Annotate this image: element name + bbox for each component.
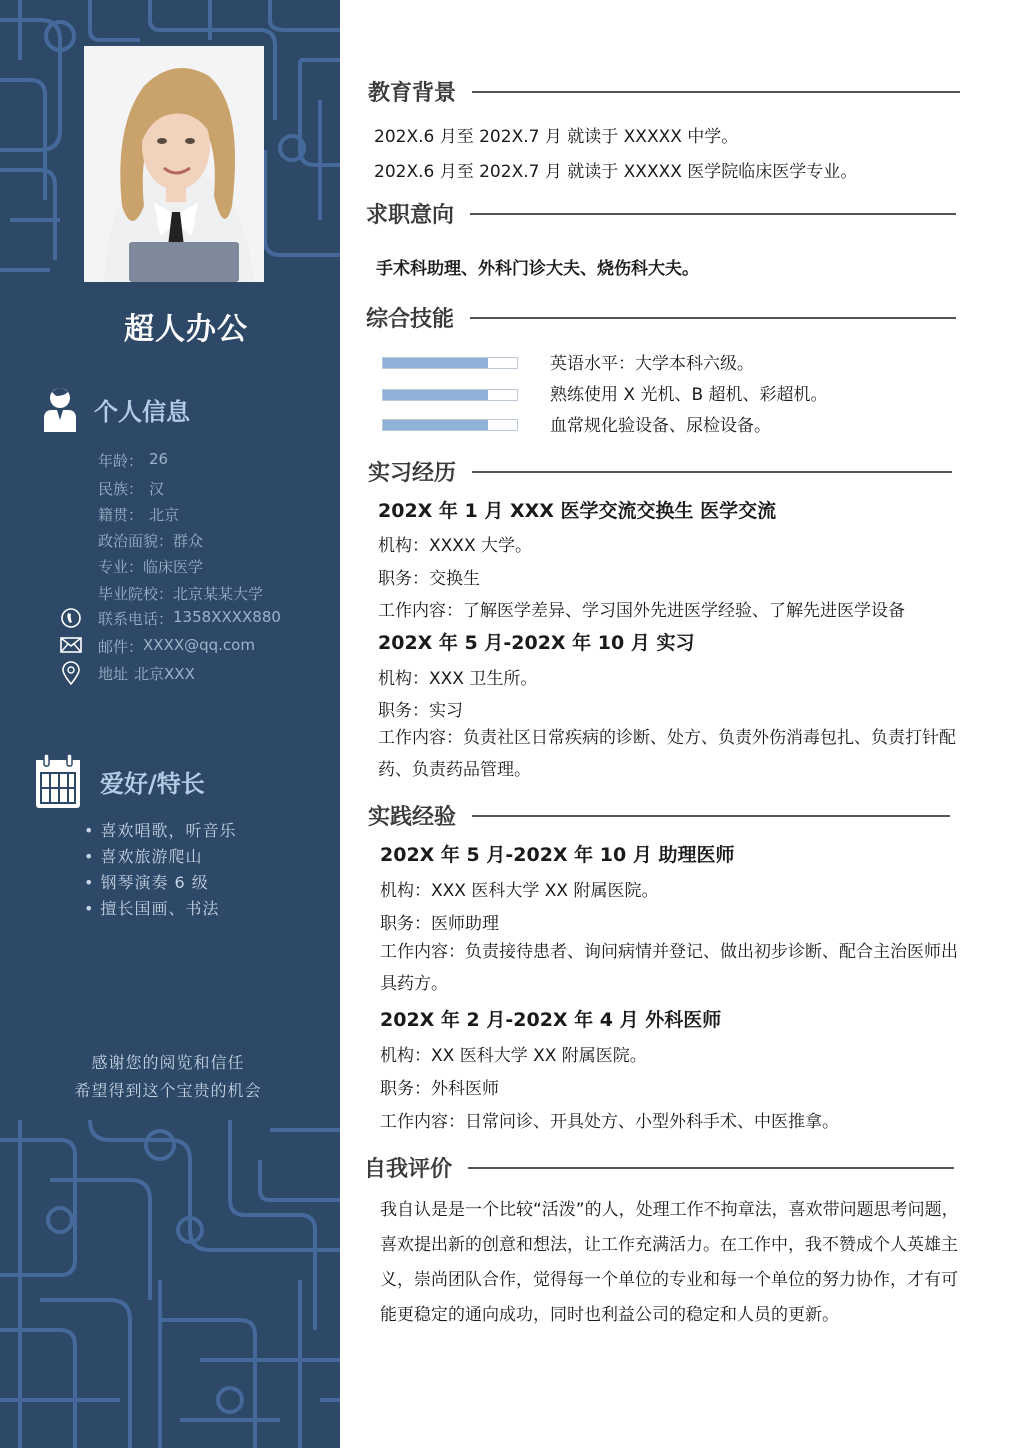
person-icon	[42, 386, 78, 432]
entry-role: 职务：交换生	[378, 569, 480, 589]
divider	[470, 317, 956, 319]
divider	[472, 91, 960, 93]
sidebar	[0, 0, 340, 1448]
skill-bar-fill	[383, 358, 488, 368]
practice-heading	[368, 800, 950, 831]
hobbies-list	[84, 818, 236, 922]
divider	[472, 471, 952, 473]
entry-heading: 202X 年 1 月 XXX 医学交流交换生 医学交流	[378, 500, 777, 522]
skills-heading	[366, 302, 956, 333]
info-ethnicity: 民族： 汉	[98, 480, 165, 498]
entry-content: 工作内容：负责社区日常疾病的诊断、处方、负责外伤消毒包扎、负责打针配药、负责药品管理。	[378, 728, 956, 780]
candidate-name: 超人办公	[124, 312, 248, 347]
hobbies-title: 爱好/特长	[100, 769, 205, 798]
personal-info-heading	[42, 386, 190, 432]
info-address: 地址 北京XXX	[98, 665, 195, 683]
entry-role: 职务：实习	[378, 701, 463, 721]
hobby-item: • 擅长国画、书法	[84, 896, 236, 922]
info-phone: 联系电话： 1358XXXX880	[98, 608, 281, 628]
entry-role: 职务：医师助理	[380, 914, 499, 934]
objective-heading	[366, 198, 956, 229]
hobby-item: • 喜欢旅游爬山	[84, 844, 236, 870]
education-title: 教育背景	[368, 81, 457, 106]
education-item: 202X.6 月至 202X.7 月 就读于 XXXXX 中学。	[374, 127, 739, 147]
self-evaluation-text: 我自认是是一个比较“活泼”的人，处理工作不拘章法，喜欢带问题思考问题，喜欢提出新的创意和想法，让工作充满活力。在工作中，我不赞成个人英雄主义，崇尚团队合作，觉得每一个单位的专业和每一个单位的努力协作，才有可能更稳定的通向成功，同时也利益公司的稳定和人员的更新。	[380, 1200, 959, 1325]
skill-bar-fill	[383, 420, 488, 430]
education-heading	[368, 76, 960, 107]
practice-title: 实践经验	[368, 805, 457, 830]
entry-org: 机构：XXX 卫生所。	[378, 669, 538, 689]
info-school: 毕业院校： 北京某某大学	[98, 585, 264, 603]
divider	[472, 815, 950, 817]
objective-text: 手术科助理、外科门诊大夫、烧伤科大夫。	[376, 259, 699, 279]
thanks-message: 感谢您的阅览和信任 希望得到这个宝贵的机会	[74, 1053, 262, 1100]
entry-org: 机构：XXXX 大学。	[378, 536, 532, 556]
skill-text: 英语水平：大学本科六级。	[550, 354, 754, 374]
phone-icon	[60, 607, 82, 629]
entry-org: 机构：XXX 医科大学 XX 附属医院。	[380, 881, 659, 901]
entry-content: 工作内容：负责接待患者、询问病情并登记、做出初步诊断、配合主治医师出具药方。	[380, 942, 958, 994]
entry-content: 工作内容：日常问诊、开具处方、小型外科手术、中医推拿。	[380, 1112, 839, 1132]
entry-org: 机构：XX 医科大学 XX 附属医院。	[380, 1046, 647, 1066]
skill-text: 血常规化验设备、尿检设备。	[550, 416, 771, 436]
self-evaluation-title: 自我评价	[364, 1157, 453, 1182]
skill-bar	[382, 389, 518, 401]
info-email: 邮件： XXXX@qq.com	[98, 636, 255, 656]
profile-photo	[84, 46, 264, 282]
skill-text: 熟练使用 X 光机、B 超机、彩超机。	[550, 385, 828, 405]
info-age: 年龄： 26	[98, 450, 169, 470]
self-evaluation-heading	[364, 1152, 954, 1183]
calendar-icon	[34, 752, 82, 810]
education-item: 202X.6 月至 202X.7 月 就读于 XXXXX 医学院临床医学专业。	[374, 162, 858, 182]
skill-bar	[382, 357, 518, 369]
skill-bar	[382, 419, 518, 431]
hobby-item: • 钢琴演奏 6 级	[84, 870, 236, 896]
personal-info-title: 个人信息	[94, 397, 190, 426]
entry-heading: 202X 年 5 月-202X 年 10 月 实习	[378, 632, 695, 654]
hobby-item: • 喜欢唱歌，听音乐	[84, 818, 236, 844]
entry-heading: 202X 年 5 月-202X 年 10 月 助理医师	[380, 844, 735, 866]
info-major: 专业： 临床医学	[98, 558, 204, 576]
info-hometown: 籍贯： 北京	[98, 506, 180, 524]
hobbies-heading	[34, 752, 205, 810]
mail-icon	[60, 637, 82, 653]
divider	[468, 1167, 954, 1169]
entry-heading: 202X 年 2 月-202X 年 4 月 外科医师	[380, 1009, 722, 1031]
location-icon	[60, 661, 82, 685]
entry-role: 职务：外科医师	[380, 1079, 499, 1099]
info-political-status: 政治面貌： 群众	[98, 532, 204, 550]
divider	[470, 213, 956, 215]
internship-heading	[368, 456, 952, 487]
skills-title: 综合技能	[366, 307, 455, 332]
skill-bar-fill	[383, 390, 488, 400]
internship-title: 实习经历	[368, 461, 457, 486]
objective-title: 求职意向	[366, 203, 455, 228]
entry-content: 工作内容：了解医学差异、学习国外先进医学经验、了解先进医学设备	[378, 601, 905, 621]
